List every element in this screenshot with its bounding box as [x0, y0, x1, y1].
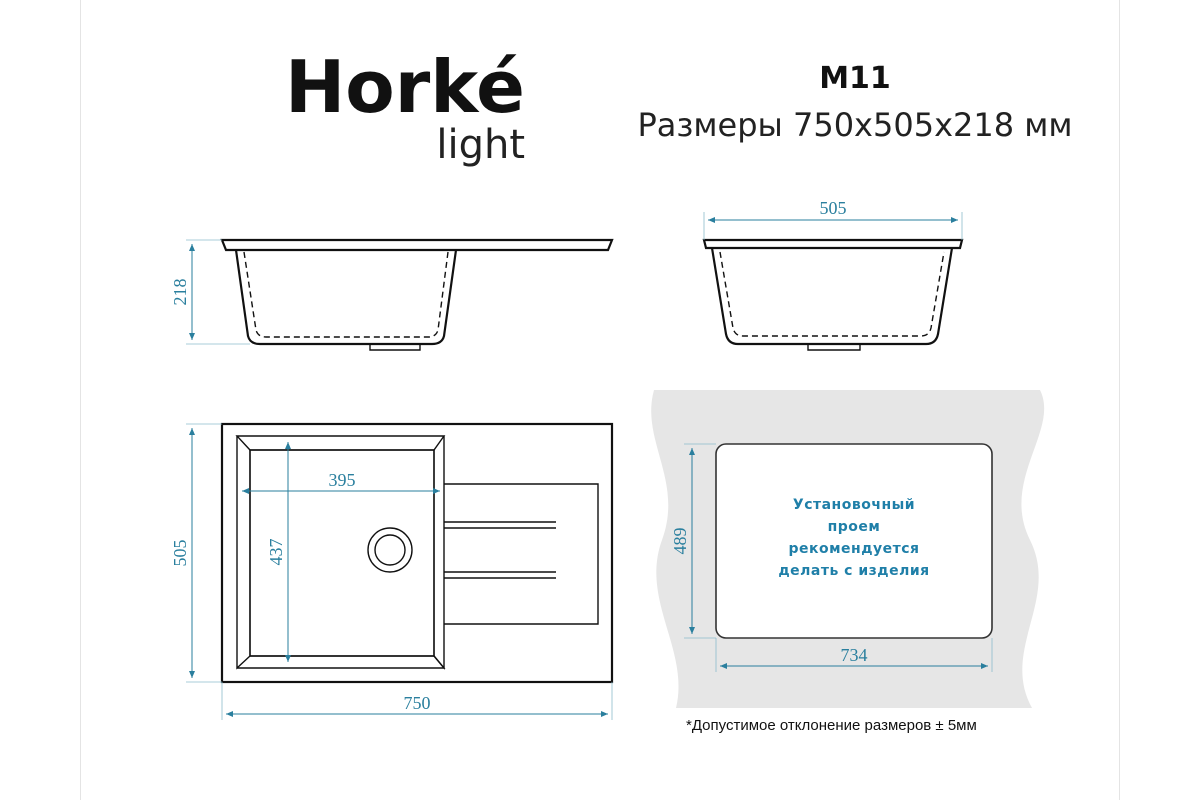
overall-width-label: 750	[403, 693, 431, 713]
front-view	[704, 198, 962, 350]
cutout-width-label: 734	[840, 645, 868, 665]
cutout-note-line-1: Установочный	[792, 497, 916, 513]
brand-subtitle: light	[436, 122, 525, 168]
overall-depth-label: 505	[170, 539, 190, 567]
cutout-note-line-4: делать с изделия	[778, 563, 930, 579]
model-code: M11	[819, 61, 891, 96]
cutout-view	[651, 390, 1044, 708]
cutout-note-line-2: проем	[827, 519, 881, 535]
brand-name: Horké	[284, 45, 525, 129]
front-width-label: 505	[819, 198, 847, 218]
side-height-label: 218	[170, 278, 190, 306]
tolerance-footnote: *Допустимое отклонение размеров ± 5мм	[686, 717, 977, 734]
side-view	[170, 240, 612, 350]
dimensions-title: Размеры 750x505x218 мм	[637, 106, 1073, 144]
cutout-height-label: 489	[670, 527, 690, 555]
bowl-depth-label: 437	[266, 538, 286, 566]
top-view	[170, 424, 612, 720]
bowl-width-label: 395	[328, 470, 356, 490]
cutout-note-line-3: рекомендуется	[788, 541, 920, 557]
